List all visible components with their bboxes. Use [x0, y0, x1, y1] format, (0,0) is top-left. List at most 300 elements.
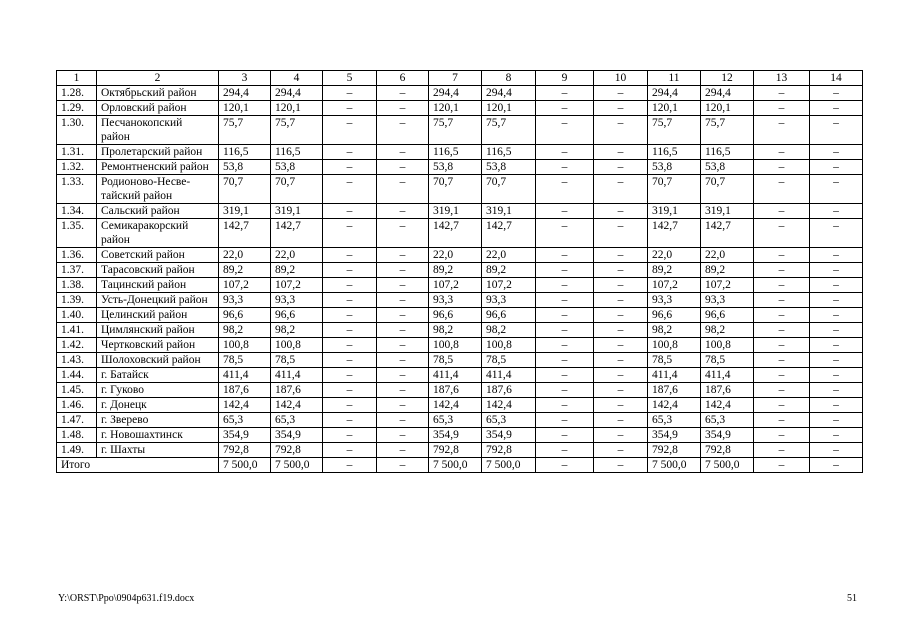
- table-cell: 116,5: [648, 145, 701, 160]
- table-cell: –: [377, 308, 429, 323]
- table-cell: –: [810, 160, 863, 175]
- table-cell: 120,1: [482, 101, 536, 116]
- table-cell: 89,2: [219, 263, 271, 278]
- table-cell: 75,7: [701, 116, 754, 145]
- table-cell: –: [323, 278, 377, 293]
- table-cell: 89,2: [648, 263, 701, 278]
- table-cell: –: [536, 160, 594, 175]
- table-cell: 100,8: [429, 338, 482, 353]
- table-row: [57, 204, 863, 219]
- table-cell: 354,9: [482, 428, 536, 443]
- table-cell: 354,9: [701, 428, 754, 443]
- district-name: Цимлянский район: [97, 323, 219, 338]
- table-cell: –: [377, 175, 429, 204]
- district-name: Шолоховский район: [97, 353, 219, 368]
- table-cell: –: [536, 86, 594, 101]
- table-cell: 22,0: [429, 248, 482, 263]
- table-cell: 65,3: [219, 413, 271, 428]
- table-cell: –: [594, 145, 648, 160]
- table-cell: –: [536, 145, 594, 160]
- total-cell: –: [377, 458, 429, 473]
- table-cell: –: [810, 443, 863, 458]
- total-cell: 7 500,0: [429, 458, 482, 473]
- table-cell: –: [536, 338, 594, 353]
- table-cell: 98,2: [648, 323, 701, 338]
- table-cell: 70,7: [271, 175, 323, 204]
- row-number: 1.34.: [57, 204, 97, 219]
- column-header: 10: [594, 71, 648, 86]
- table-cell: 142,7: [648, 219, 701, 248]
- table-cell: –: [594, 263, 648, 278]
- column-header: 8: [482, 71, 536, 86]
- table-cell: –: [754, 145, 810, 160]
- table-cell: –: [594, 86, 648, 101]
- table-cell: 187,6: [482, 383, 536, 398]
- table-cell: 75,7: [648, 116, 701, 145]
- table-cell: 53,8: [271, 160, 323, 175]
- table-row: [57, 368, 863, 383]
- table-cell: 354,9: [648, 428, 701, 443]
- table-cell: 107,2: [271, 278, 323, 293]
- table-cell: –: [754, 160, 810, 175]
- district-name: Ремонтненский район: [97, 160, 219, 175]
- table-cell: –: [377, 145, 429, 160]
- column-header: 7: [429, 71, 482, 86]
- table-cell: –: [536, 323, 594, 338]
- row-number: 1.44.: [57, 368, 97, 383]
- row-number: 1.28.: [57, 86, 97, 101]
- district-name: г. Зверево: [97, 413, 219, 428]
- total-row: [57, 458, 863, 473]
- table-cell: –: [754, 443, 810, 458]
- table-cell: 78,5: [701, 353, 754, 368]
- table-cell: 22,0: [648, 248, 701, 263]
- table-cell: –: [754, 248, 810, 263]
- table-cell: 65,3: [429, 413, 482, 428]
- table-cell: –: [754, 175, 810, 204]
- table-cell: 22,0: [482, 248, 536, 263]
- footer-file-path: Y:\ORST\Ppo\0904p631.f19.docx: [58, 593, 195, 604]
- table-cell: 65,3: [271, 413, 323, 428]
- table-cell: 107,2: [701, 278, 754, 293]
- district-name: Тарасовский район: [97, 263, 219, 278]
- table-cell: –: [377, 338, 429, 353]
- table-cell: 78,5: [271, 353, 323, 368]
- column-header: 9: [536, 71, 594, 86]
- table-row: [57, 278, 863, 293]
- column-header: 6: [377, 71, 429, 86]
- table-cell: –: [810, 263, 863, 278]
- table-cell: 142,7: [219, 219, 271, 248]
- table-cell: 142,7: [271, 219, 323, 248]
- table-cell: –: [594, 116, 648, 145]
- table-cell: 107,2: [482, 278, 536, 293]
- table-cell: –: [754, 293, 810, 308]
- table-cell: 89,2: [482, 263, 536, 278]
- table-cell: –: [810, 145, 863, 160]
- table-cell: –: [754, 383, 810, 398]
- total-cell: –: [754, 458, 810, 473]
- table-cell: –: [594, 368, 648, 383]
- table-cell: –: [536, 398, 594, 413]
- table-cell: 354,9: [271, 428, 323, 443]
- district-name: г. Шахты: [97, 443, 219, 458]
- table-cell: 294,4: [648, 86, 701, 101]
- table-cell: –: [377, 101, 429, 116]
- table-cell: 120,1: [429, 101, 482, 116]
- table-cell: 65,3: [482, 413, 536, 428]
- table-cell: –: [536, 308, 594, 323]
- table-cell: –: [594, 338, 648, 353]
- table-cell: 142,7: [429, 219, 482, 248]
- table-cell: 120,1: [219, 101, 271, 116]
- table-cell: –: [810, 219, 863, 248]
- table-cell: 187,6: [429, 383, 482, 398]
- table-cell: 98,2: [271, 323, 323, 338]
- district-name: г. Батайск: [97, 368, 219, 383]
- table-cell: –: [323, 145, 377, 160]
- table-cell: 100,8: [271, 338, 323, 353]
- district-name: Пролетарский район: [97, 145, 219, 160]
- table-cell: 93,3: [648, 293, 701, 308]
- table-cell: 142,4: [219, 398, 271, 413]
- table-cell: –: [377, 428, 429, 443]
- table-cell: 89,2: [701, 263, 754, 278]
- table-cell: 354,9: [219, 428, 271, 443]
- table-row: [57, 338, 863, 353]
- table-cell: –: [536, 219, 594, 248]
- table-cell: –: [594, 398, 648, 413]
- table-cell: 142,4: [429, 398, 482, 413]
- table-cell: 53,8: [219, 160, 271, 175]
- table-cell: –: [594, 175, 648, 204]
- table-row: [57, 86, 863, 101]
- table-cell: 792,8: [648, 443, 701, 458]
- table-cell: 75,7: [271, 116, 323, 145]
- table-cell: 792,8: [429, 443, 482, 458]
- table-cell: 319,1: [219, 204, 271, 219]
- table-cell: –: [536, 263, 594, 278]
- table-cell: 75,7: [429, 116, 482, 145]
- table-cell: 107,2: [648, 278, 701, 293]
- table-cell: 53,8: [701, 160, 754, 175]
- table-cell: 65,3: [701, 413, 754, 428]
- table-cell: –: [810, 86, 863, 101]
- table-cell: 120,1: [648, 101, 701, 116]
- row-number: 1.39.: [57, 293, 97, 308]
- table-cell: 100,8: [482, 338, 536, 353]
- table-cell: –: [323, 428, 377, 443]
- table-cell: –: [754, 219, 810, 248]
- table-cell: 411,4: [701, 368, 754, 383]
- table-cell: –: [377, 204, 429, 219]
- table-cell: 120,1: [271, 101, 323, 116]
- table-cell: –: [536, 428, 594, 443]
- table-cell: –: [754, 308, 810, 323]
- table-cell: –: [377, 116, 429, 145]
- row-number: 1.40.: [57, 308, 97, 323]
- table-cell: 792,8: [482, 443, 536, 458]
- table-cell: –: [323, 160, 377, 175]
- table-cell: 116,5: [219, 145, 271, 160]
- table-cell: 96,6: [219, 308, 271, 323]
- table-cell: –: [810, 116, 863, 145]
- row-number: 1.41.: [57, 323, 97, 338]
- table-cell: –: [810, 383, 863, 398]
- table-row: [57, 175, 863, 204]
- table-cell: –: [594, 101, 648, 116]
- table-cell: 100,8: [219, 338, 271, 353]
- table-cell: 294,4: [219, 86, 271, 101]
- table-cell: –: [377, 86, 429, 101]
- table-cell: –: [536, 116, 594, 145]
- table-cell: 142,4: [482, 398, 536, 413]
- table-cell: 89,2: [429, 263, 482, 278]
- column-header: 12: [701, 71, 754, 86]
- table-cell: 98,2: [219, 323, 271, 338]
- table-cell: –: [754, 86, 810, 101]
- total-cell: –: [810, 458, 863, 473]
- table-cell: –: [377, 263, 429, 278]
- table-cell: 354,9: [429, 428, 482, 443]
- table-cell: –: [754, 413, 810, 428]
- table-cell: 93,3: [701, 293, 754, 308]
- table-cell: 294,4: [429, 86, 482, 101]
- row-number: 1.47.: [57, 413, 97, 428]
- district-name: Усть-Донецкий район: [97, 293, 219, 308]
- table-cell: –: [323, 263, 377, 278]
- row-number: 1.37.: [57, 263, 97, 278]
- table-cell: 93,3: [219, 293, 271, 308]
- table-cell: 70,7: [648, 175, 701, 204]
- table-cell: –: [536, 101, 594, 116]
- table-cell: –: [536, 368, 594, 383]
- table-cell: –: [810, 204, 863, 219]
- table-cell: –: [594, 383, 648, 398]
- table-cell: 411,4: [219, 368, 271, 383]
- column-header: 4: [271, 71, 323, 86]
- table-cell: –: [323, 443, 377, 458]
- table-cell: 53,8: [482, 160, 536, 175]
- row-number: 1.30.: [57, 116, 97, 145]
- row-number: 1.36.: [57, 248, 97, 263]
- column-header: 11: [648, 71, 701, 86]
- table-cell: 100,8: [648, 338, 701, 353]
- table-cell: 93,3: [482, 293, 536, 308]
- table-row: [57, 145, 863, 160]
- table-cell: –: [377, 383, 429, 398]
- table-cell: 792,8: [271, 443, 323, 458]
- table-cell: 792,8: [701, 443, 754, 458]
- table-cell: –: [377, 443, 429, 458]
- table-cell: 319,1: [429, 204, 482, 219]
- district-name: Советский район: [97, 248, 219, 263]
- table-cell: –: [536, 175, 594, 204]
- table-cell: –: [323, 116, 377, 145]
- column-header: 3: [219, 71, 271, 86]
- table-cell: –: [810, 175, 863, 204]
- row-number: 1.43.: [57, 353, 97, 368]
- table-cell: 96,6: [701, 308, 754, 323]
- table-cell: 142,4: [701, 398, 754, 413]
- table-cell: –: [754, 116, 810, 145]
- total-cell: –: [536, 458, 594, 473]
- table-cell: 294,4: [701, 86, 754, 101]
- district-name: Целинский район: [97, 308, 219, 323]
- row-number: 1.45.: [57, 383, 97, 398]
- table-cell: –: [594, 413, 648, 428]
- table-row: [57, 323, 863, 338]
- table-row: [57, 398, 863, 413]
- table-cell: –: [536, 383, 594, 398]
- total-cell: –: [594, 458, 648, 473]
- table-cell: 319,1: [648, 204, 701, 219]
- table-cell: 78,5: [429, 353, 482, 368]
- table-cell: –: [536, 293, 594, 308]
- table-cell: –: [594, 353, 648, 368]
- total-cell: –: [323, 458, 377, 473]
- table-cell: 142,4: [271, 398, 323, 413]
- row-number: 1.29.: [57, 101, 97, 116]
- table-cell: 98,2: [429, 323, 482, 338]
- table-cell: 100,8: [701, 338, 754, 353]
- table-cell: 93,3: [271, 293, 323, 308]
- table-cell: –: [754, 263, 810, 278]
- table-cell: 98,2: [701, 323, 754, 338]
- table-cell: –: [754, 101, 810, 116]
- table-cell: –: [377, 398, 429, 413]
- table-row: [57, 383, 863, 398]
- table-row: [57, 101, 863, 116]
- table-cell: 294,4: [482, 86, 536, 101]
- table-row: [57, 443, 863, 458]
- district-name: Родионово-Несве-тайский район: [97, 175, 219, 204]
- table-cell: 792,8: [219, 443, 271, 458]
- table-row: [57, 160, 863, 175]
- table-cell: 22,0: [219, 248, 271, 263]
- table-cell: 142,4: [648, 398, 701, 413]
- table-cell: –: [810, 323, 863, 338]
- total-cell: 7 500,0: [271, 458, 323, 473]
- table-cell: 116,5: [271, 145, 323, 160]
- row-number: 1.46.: [57, 398, 97, 413]
- table-cell: 65,3: [648, 413, 701, 428]
- table-cell: 294,4: [271, 86, 323, 101]
- table-cell: 22,0: [271, 248, 323, 263]
- table-cell: –: [810, 101, 863, 116]
- table-cell: –: [377, 278, 429, 293]
- table-cell: –: [754, 398, 810, 413]
- table-cell: 187,6: [648, 383, 701, 398]
- table-cell: –: [377, 323, 429, 338]
- table-cell: 411,4: [429, 368, 482, 383]
- table-cell: –: [323, 413, 377, 428]
- table-cell: –: [323, 338, 377, 353]
- table-cell: –: [536, 413, 594, 428]
- table-cell: –: [377, 248, 429, 263]
- row-number: 1.38.: [57, 278, 97, 293]
- table-cell: 120,1: [701, 101, 754, 116]
- table-cell: 411,4: [648, 368, 701, 383]
- table-cell: –: [810, 353, 863, 368]
- table-cell: 319,1: [701, 204, 754, 219]
- table-cell: 75,7: [219, 116, 271, 145]
- row-number: 1.32.: [57, 160, 97, 175]
- table-cell: 116,5: [701, 145, 754, 160]
- table-cell: –: [810, 278, 863, 293]
- header-row: [57, 71, 863, 86]
- table-cell: –: [377, 293, 429, 308]
- table-cell: –: [594, 428, 648, 443]
- table-row: [57, 248, 863, 263]
- table-cell: –: [323, 398, 377, 413]
- table-cell: –: [754, 338, 810, 353]
- table-row: [57, 263, 863, 278]
- table-cell: –: [810, 428, 863, 443]
- total-cell: 7 500,0: [219, 458, 271, 473]
- table-cell: –: [810, 398, 863, 413]
- table-cell: –: [323, 383, 377, 398]
- district-name: Песчанокопский район: [97, 116, 219, 145]
- table-cell: 89,2: [271, 263, 323, 278]
- row-number: 1.31.: [57, 145, 97, 160]
- table-cell: –: [536, 278, 594, 293]
- table-cell: –: [536, 248, 594, 263]
- table-row: [57, 219, 863, 248]
- table-cell: 53,8: [429, 160, 482, 175]
- table-cell: –: [754, 204, 810, 219]
- column-header: 13: [754, 71, 810, 86]
- table-cell: –: [810, 248, 863, 263]
- table-cell: 319,1: [271, 204, 323, 219]
- column-header: 2: [97, 71, 219, 86]
- table-cell: 116,5: [429, 145, 482, 160]
- district-name: Тацинский район: [97, 278, 219, 293]
- table-cell: –: [594, 293, 648, 308]
- table-cell: –: [323, 308, 377, 323]
- district-name: Орловский район: [97, 101, 219, 116]
- column-header: 5: [323, 71, 377, 86]
- table-row: [57, 353, 863, 368]
- district-name: г. Донецк: [97, 398, 219, 413]
- district-name: Семикаракорский район: [97, 219, 219, 248]
- table-row: [57, 413, 863, 428]
- table-cell: –: [377, 219, 429, 248]
- column-header: 14: [810, 71, 863, 86]
- table-cell: 96,6: [482, 308, 536, 323]
- table-cell: –: [323, 293, 377, 308]
- table-cell: 78,5: [648, 353, 701, 368]
- table-cell: 98,2: [482, 323, 536, 338]
- table-cell: 107,2: [429, 278, 482, 293]
- table-cell: 107,2: [219, 278, 271, 293]
- table-cell: 142,7: [701, 219, 754, 248]
- table-cell: 96,6: [271, 308, 323, 323]
- table-cell: 22,0: [701, 248, 754, 263]
- table-cell: –: [536, 353, 594, 368]
- table-cell: –: [536, 443, 594, 458]
- table-cell: –: [323, 248, 377, 263]
- table-cell: –: [594, 278, 648, 293]
- table-body: [57, 71, 863, 473]
- table-cell: –: [594, 219, 648, 248]
- table-row: [57, 428, 863, 443]
- total-cell: 7 500,0: [482, 458, 536, 473]
- table-cell: –: [594, 160, 648, 175]
- table-cell: –: [323, 368, 377, 383]
- table-cell: –: [377, 413, 429, 428]
- row-number: 1.33.: [57, 175, 97, 204]
